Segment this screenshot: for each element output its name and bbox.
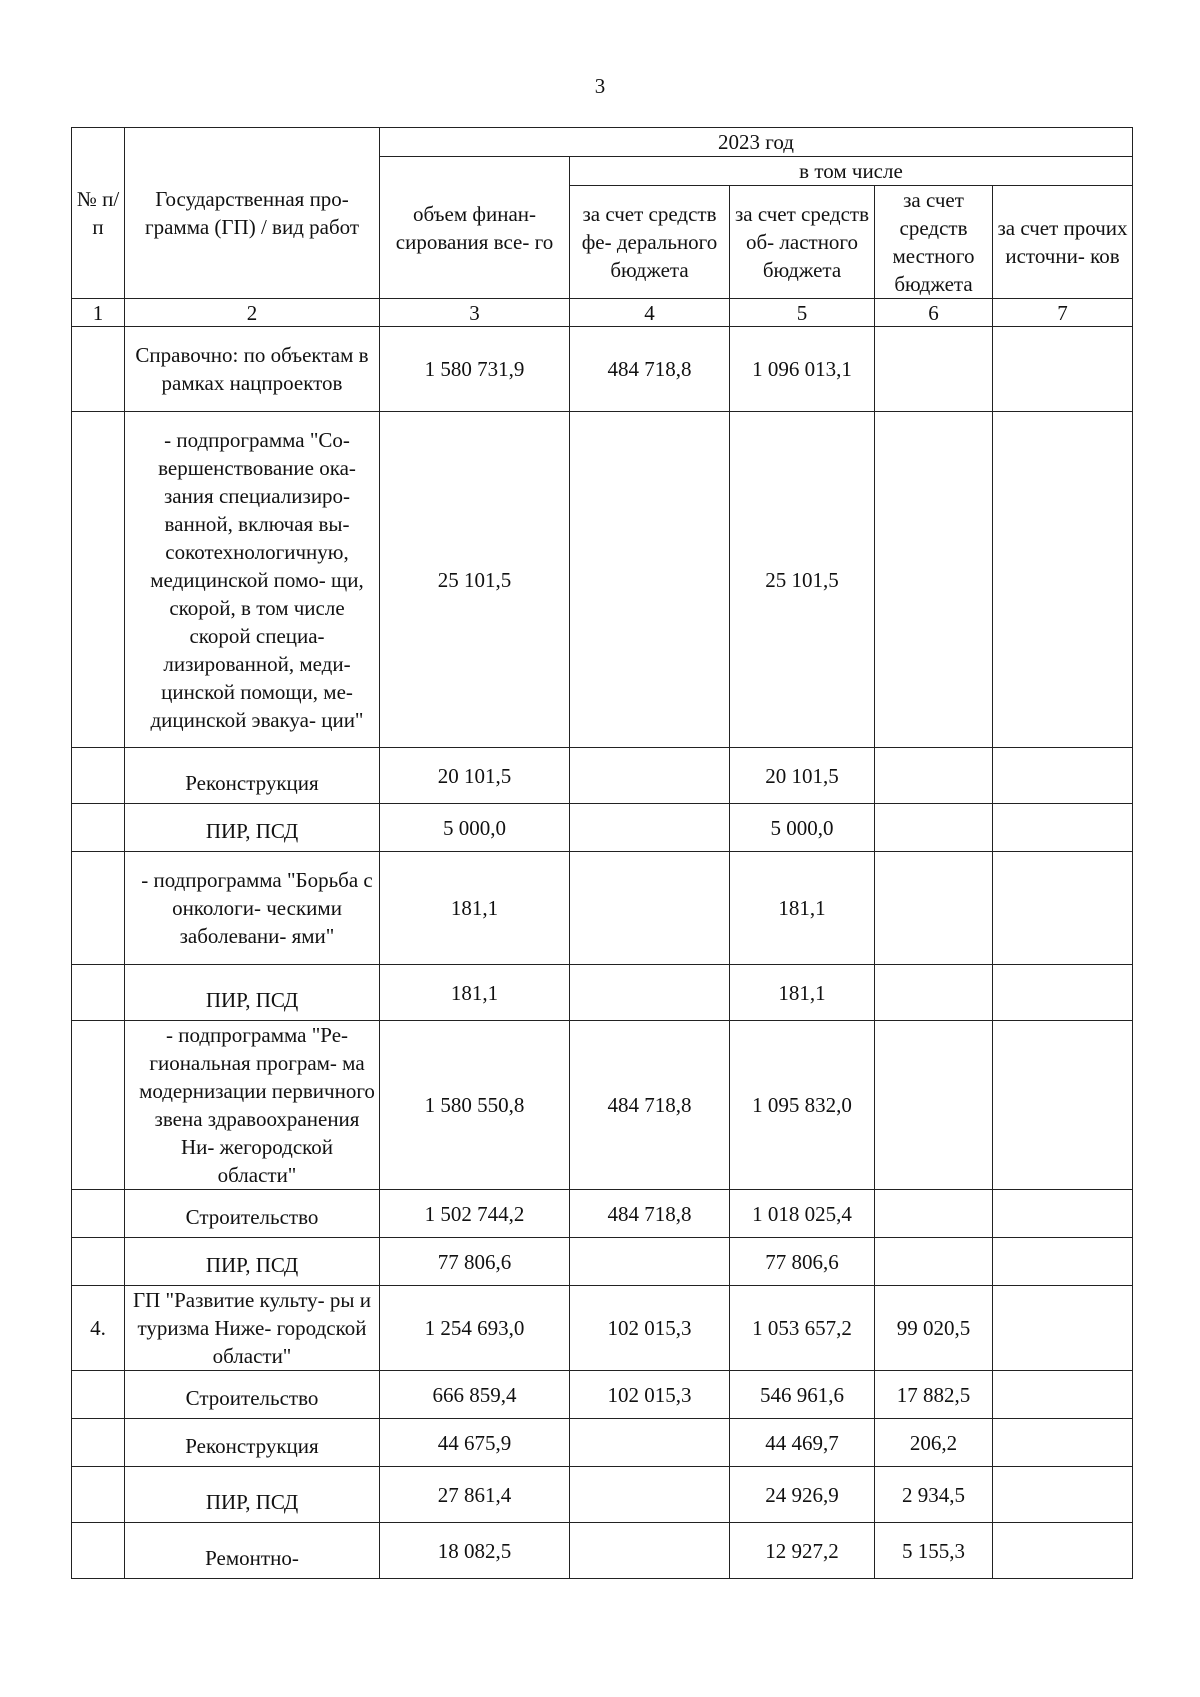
cell-local: 2 934,5 bbox=[875, 1467, 993, 1523]
row-num bbox=[72, 412, 125, 748]
header-regional: за счет средств об- ластного бюджета bbox=[730, 186, 875, 299]
cell-total: 1 580 550,8 bbox=[380, 1021, 570, 1190]
row-num bbox=[72, 1190, 125, 1238]
table-row bbox=[72, 1467, 1133, 1523]
cell-federal bbox=[570, 1238, 730, 1286]
col-index: 5 bbox=[730, 299, 875, 327]
cell-total: 44 675,9 bbox=[380, 1419, 570, 1467]
cell-other bbox=[993, 1523, 1133, 1579]
cell-regional: 12 927,2 bbox=[730, 1523, 875, 1579]
cell-total: 25 101,5 bbox=[380, 412, 570, 748]
col-index: 3 bbox=[380, 299, 570, 327]
table-row bbox=[72, 1190, 1133, 1238]
row-name: ГП "Развитие культу- ры и туризма Ниже- городской области" bbox=[125, 1286, 380, 1371]
page-number: 3 bbox=[594, 74, 606, 98]
table-row bbox=[72, 327, 1133, 412]
cell-federal bbox=[570, 412, 730, 748]
row-name: Ремонтно- bbox=[125, 1523, 380, 1579]
row-name: Реконструкция bbox=[125, 748, 380, 804]
cell-other bbox=[993, 412, 1133, 748]
row-num bbox=[72, 804, 125, 852]
cell-local bbox=[875, 1190, 993, 1238]
header-num: № п/ п bbox=[72, 128, 125, 299]
cell-local: 5 155,3 bbox=[875, 1523, 993, 1579]
row-num bbox=[72, 1467, 125, 1523]
row-name: Строительство bbox=[125, 1371, 380, 1419]
cell-other bbox=[993, 1419, 1133, 1467]
cell-total: 181,1 bbox=[380, 965, 570, 1021]
cell-total: 18 082,5 bbox=[380, 1523, 570, 1579]
table-row bbox=[72, 412, 1133, 748]
col-index: 1 bbox=[72, 299, 125, 327]
cell-regional: 20 101,5 bbox=[730, 748, 875, 804]
cell-other bbox=[993, 1467, 1133, 1523]
header-year: 2023 год bbox=[380, 128, 1133, 157]
cell-other bbox=[993, 965, 1133, 1021]
cell-federal: 102 015,3 bbox=[570, 1371, 730, 1419]
cell-other bbox=[993, 1190, 1133, 1238]
row-num bbox=[72, 748, 125, 804]
cell-local bbox=[875, 748, 993, 804]
row-name: ПИР, ПСД bbox=[125, 965, 380, 1021]
row-name: - подпрограмма "Борьба с онкологи- ческими заболевани- ями" bbox=[125, 852, 380, 965]
cell-local bbox=[875, 412, 993, 748]
row-num bbox=[72, 1021, 125, 1190]
row-num bbox=[72, 852, 125, 965]
col-index: 7 bbox=[993, 299, 1133, 327]
cell-regional: 1 018 025,4 bbox=[730, 1190, 875, 1238]
cell-other bbox=[993, 1371, 1133, 1419]
cell-total: 77 806,6 bbox=[380, 1238, 570, 1286]
row-name: - подпрограмма "Со- вершенствование ока- зания специализиро- ванной, включая вы- сокотехнологичную, медицинской помо- щи, скорой, в том числе скорой специа- лизированной, меди- цинской помощи, ме- дицинской эвакуа- ции" bbox=[125, 412, 380, 748]
table-row bbox=[72, 1021, 1133, 1190]
row-name: Реконструкция bbox=[125, 1419, 380, 1467]
cell-federal bbox=[570, 748, 730, 804]
cell-other bbox=[993, 1021, 1133, 1190]
cell-total: 5 000,0 bbox=[380, 804, 570, 852]
cell-regional: 5 000,0 bbox=[730, 804, 875, 852]
header-local: за счет средств местного бюджета bbox=[875, 186, 993, 299]
table-row bbox=[72, 852, 1133, 965]
cell-regional: 44 469,7 bbox=[730, 1419, 875, 1467]
table-row bbox=[72, 1419, 1133, 1467]
row-name: Строительство bbox=[125, 1190, 380, 1238]
cell-total: 1 502 744,2 bbox=[380, 1190, 570, 1238]
table-row bbox=[72, 1523, 1133, 1579]
cell-other bbox=[993, 852, 1133, 965]
table-row bbox=[72, 1371, 1133, 1419]
cell-total: 1 580 731,9 bbox=[380, 327, 570, 412]
row-num bbox=[72, 1371, 125, 1419]
cell-local: 99 020,5 bbox=[875, 1286, 993, 1371]
table-row bbox=[72, 748, 1133, 804]
cell-regional: 25 101,5 bbox=[730, 412, 875, 748]
cell-other bbox=[993, 748, 1133, 804]
cell-regional: 1 053 657,2 bbox=[730, 1286, 875, 1371]
cell-local bbox=[875, 804, 993, 852]
cell-federal bbox=[570, 1523, 730, 1579]
row-name: ПИР, ПСД bbox=[125, 1467, 380, 1523]
header-in-total: в том числе bbox=[570, 157, 1133, 186]
cell-federal bbox=[570, 1419, 730, 1467]
header-row-year bbox=[72, 128, 1133, 157]
cell-regional: 1 096 013,1 bbox=[730, 327, 875, 412]
cell-total: 181,1 bbox=[380, 852, 570, 965]
cell-regional: 24 926,9 bbox=[730, 1467, 875, 1523]
cell-local bbox=[875, 327, 993, 412]
row-num: 4. bbox=[72, 1286, 125, 1371]
row-name: Справочно: по объектам в рамках нацпроектов bbox=[125, 327, 380, 412]
cell-federal: 484 718,8 bbox=[570, 327, 730, 412]
row-num bbox=[72, 965, 125, 1021]
cell-total: 1 254 693,0 bbox=[380, 1286, 570, 1371]
row-num bbox=[72, 1419, 125, 1467]
table-row bbox=[72, 1286, 1133, 1371]
cell-federal: 484 718,8 bbox=[570, 1190, 730, 1238]
cell-regional: 181,1 bbox=[730, 965, 875, 1021]
table-row bbox=[72, 1238, 1133, 1286]
header-other: за счет прочих источни- ков bbox=[993, 186, 1133, 299]
cell-total: 20 101,5 bbox=[380, 748, 570, 804]
col-index: 6 bbox=[875, 299, 993, 327]
cell-regional: 77 806,6 bbox=[730, 1238, 875, 1286]
cell-federal bbox=[570, 965, 730, 1021]
cell-local bbox=[875, 1021, 993, 1190]
cell-federal bbox=[570, 1467, 730, 1523]
row-num bbox=[72, 327, 125, 412]
cell-federal bbox=[570, 852, 730, 965]
cell-local bbox=[875, 1238, 993, 1286]
cell-local: 17 882,5 bbox=[875, 1371, 993, 1419]
cell-regional: 1 095 832,0 bbox=[730, 1021, 875, 1190]
cell-regional: 181,1 bbox=[730, 852, 875, 965]
row-num bbox=[72, 1523, 125, 1579]
budget-table bbox=[71, 127, 1133, 1579]
cell-local bbox=[875, 965, 993, 1021]
cell-regional: 546 961,6 bbox=[730, 1371, 875, 1419]
cell-other bbox=[993, 1238, 1133, 1286]
cell-total: 666 859,4 bbox=[380, 1371, 570, 1419]
cell-other bbox=[993, 327, 1133, 412]
cell-local: 206,2 bbox=[875, 1419, 993, 1467]
row-name: - подпрограмма "Ре- гиональная програм- ма модернизации первичного звена здравоохранения Ни- жегородской области" bbox=[125, 1021, 380, 1190]
col-index: 2 bbox=[125, 299, 380, 327]
cell-other bbox=[993, 1286, 1133, 1371]
table-row bbox=[72, 804, 1133, 852]
header-total: объем финан- сирования все- го bbox=[380, 157, 570, 299]
column-index-row bbox=[72, 299, 1133, 327]
cell-local bbox=[875, 852, 993, 965]
table-row bbox=[72, 965, 1133, 1021]
col-index: 4 bbox=[570, 299, 730, 327]
header-federal: за счет средств фе- дерального бюджета bbox=[570, 186, 730, 299]
cell-federal: 484 718,8 bbox=[570, 1021, 730, 1190]
row-name: ПИР, ПСД bbox=[125, 804, 380, 852]
cell-federal: 102 015,3 bbox=[570, 1286, 730, 1371]
row-num bbox=[72, 1238, 125, 1286]
cell-total: 27 861,4 bbox=[380, 1467, 570, 1523]
cell-federal bbox=[570, 804, 730, 852]
header-program: Государственная про- грамма (ГП) / вид работ bbox=[125, 128, 380, 299]
row-name: ПИР, ПСД bbox=[125, 1238, 380, 1286]
cell-other bbox=[993, 804, 1133, 852]
